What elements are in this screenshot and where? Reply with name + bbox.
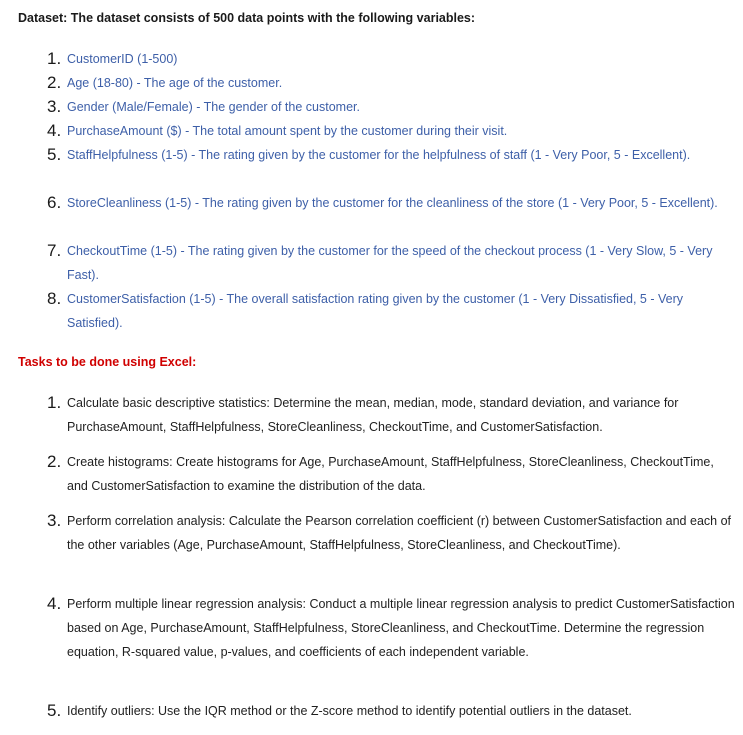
list-number: 5. (47, 145, 62, 164)
list-number: 1. (47, 49, 62, 68)
variable-text: CustomerSatisfaction (1-5) - The overall satisfaction rating given by the customer (1 - Very Dissatisfied, 5 - Very Satisfied). (67, 292, 683, 330)
list-number: 3. (47, 511, 62, 530)
variable-text: Gender (Male/Female) - The gender of the customer. (67, 100, 360, 114)
list-number: 3. (47, 97, 62, 116)
task-text: Perform correlation analysis: Calculate the Pearson correlation coefficient (r) between CustomerSatisfaction and each of the other variables (Age, PurchaseAmount, StaffHelpfulness, StoreCleanliness, and CheckoutTime). (67, 514, 731, 552)
variable-text: CheckoutTime (1-5) - The rating given by the customer for the speed of the checkout process (1 - Very Slow, 5 - Very Fast). (67, 244, 713, 282)
list-number: 2. (47, 73, 62, 92)
variable-text: Age (18-80) - The age of the customer. (67, 76, 283, 90)
tasks-heading: Tasks to be done using Excel: (18, 355, 197, 369)
list-number: 4. (47, 594, 62, 613)
task-text: Identify outliers: Use the IQR method or the Z-score method to identify potential outliers in the dataset. (67, 704, 632, 718)
list-number: 1. (47, 393, 62, 412)
list-number: 8. (47, 289, 62, 308)
dataset-heading: Dataset: The dataset consists of 500 data points with the following variables: (18, 11, 476, 25)
variable-text: StoreCleanliness (1-5) - The rating given by the customer for the cleanliness of the store (1 - Very Poor, 5 - Excellent). (67, 196, 718, 210)
task-text: Perform multiple linear regression analysis: Conduct a multiple linear regression analysis to predict CustomerSatisfaction based on Age, PurchaseAmount, StaffHelpfulness, StoreCleanliness, and CheckoutTime. Determine the regression equation, R-squared value, p-values, and coefficients of each independent variable. (67, 597, 735, 659)
list-number: 5. (47, 701, 62, 720)
task-text: Calculate basic descriptive statistics: Determine the mean, median, mode, standard deviation, and variance for PurchaseAmount, StaffHelpfulness, StoreCleanliness, CheckoutTime, and CustomerSatisfaction. (67, 396, 679, 434)
list-number: 6. (47, 193, 62, 212)
variable-text: StaffHelpfulness (1-5) - The rating given by the customer for the helpfulness of staff (1 - Very Poor, 5 - Excellent). (67, 148, 691, 162)
list-number: 7. (47, 241, 62, 260)
list-number: 2. (47, 452, 62, 471)
variable-text: CustomerID (1-500) (67, 52, 178, 66)
task-text: Create histograms: Create histograms for Age, PurchaseAmount, StaffHelpfulness, StoreCleanliness, CheckoutTime, and CustomerSatisfaction to examine the distribution of the data. (67, 455, 714, 493)
variable-text: PurchaseAmount ($) - The total amount spent by the customer during their visit. (67, 124, 508, 138)
list-number: 4. (47, 121, 62, 140)
